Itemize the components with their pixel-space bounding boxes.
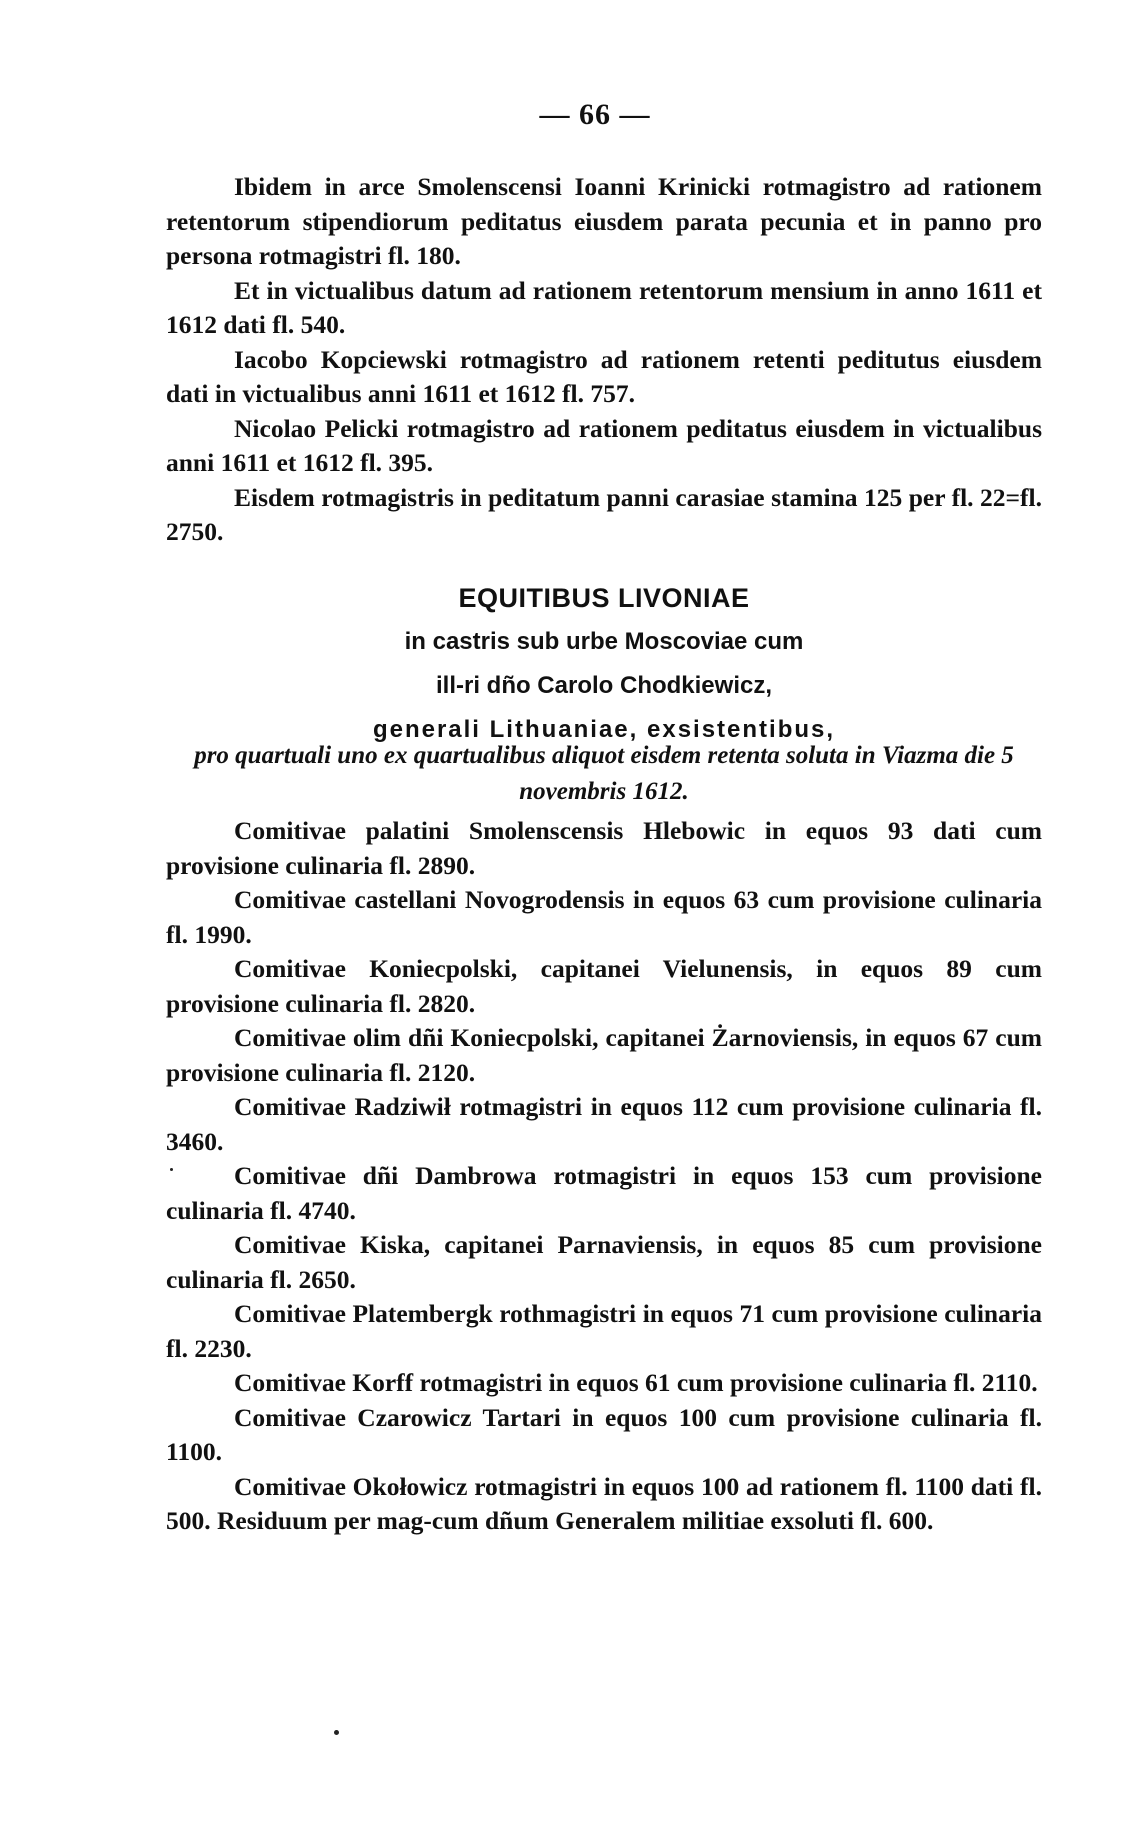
entry-paragraph: Comitivae dñi Dambrowa rotmagistri in equos 153 cum provisione culinaria fl. 4740. [166,1161,1042,1225]
entry-paragraph: Iacobo Kopciewski rotmagistro ad rationem retenti peditutus eiusdem dati in victualibus anni 1611 et 1612 fl. 757. [166,344,1042,408]
entry-paragraph: Ibidem in arce Smolenscensi Ioanni Krinicki rotmagistro ad rationem retentorum stipendiorum peditatus eiusdem parata pecunia et in panno pro persona rotmagistri fl. 180. [166,172,1042,270]
heading-line-3: ill-ri dño Carolo Chodkiewicz, [435,672,773,699]
heading-title: EQUITIBUS LIVONIAE [458,583,750,613]
heading-line-2: in castris sub urbe Moscoviae cum [404,628,804,655]
entry-paragraph: Comitivae Kiska, capitanei Parnaviensis, in equos 85 cum provisione culinaria fl. 2650. [166,1230,1042,1294]
entry-paragraph: Comitivae Korff rotmagistri in equos 61 cum provisione culinaria fl. 2110. [234,1368,1038,1397]
heading-line-4: generali Lithuaniae, exsistentibus, [372,716,836,743]
entry-paragraph: Comitivae olim dñi Koniecpolski, capitanei Żarnoviensis, in equos 67 cum provisione culinaria fl. 2120. [166,1023,1042,1087]
comitivae-entries [166,814,1042,1539]
entry-paragraph: Comitivae Platembergk rothmagistri in equos 71 cum provisione culinaria fl. 2230. [166,1299,1042,1363]
entry-paragraph: Comitivae Okołowicz rotmagistri in equos 100 ad rationem fl. 1100 dati fl. 500. Residuum per mag-cum dñum Generalem militiae exsoluti fl. 600. [166,1471,1042,1535]
ink-speck [170,1168,173,1171]
ink-speck [334,1730,339,1735]
page-number: — 66 — [539,98,651,131]
entry-paragraph: Comitivae Radziwił rotmagistri in equos 112 cum provisione culinaria fl. 3460. [166,1092,1042,1156]
top-entries [166,170,1042,550]
entry-paragraph: Eisdem rotmagistris in peditatum panni carasiae stamina 125 per fl. 22=fl. 2750. [166,482,1042,546]
section-subtitle: pro quartuali uno ex quartualibus aliquot eisdem retenta soluta in Viazma die 5 novembris 1612. [194,742,1014,805]
entry-paragraph: Comitivae Czarowicz Tartari in equos 100 cum provisione culinaria fl. 1100. [166,1402,1042,1466]
section-heading [166,576,1042,752]
entry-paragraph: Comitivae castellani Novogrodensis in equos 63 cum provisione culinaria fl. 1990. [166,885,1042,949]
entry-paragraph: Comitivae Koniecpolski, capitanei Vielunensis, in equos 89 cum provisione culinaria fl. 2820. [166,954,1042,1018]
entry-paragraph: Et in victualibus datum ad rationem retentorum mensium in anno 1611 et 1612 dati fl. 540. [166,275,1042,339]
entry-paragraph: Comitivae palatini Smolenscensis Hlebowic in equos 93 dati cum provisione culinaria fl. 2890. [166,816,1042,880]
entry-paragraph: Nicolao Pelicki rotmagistro ad rationem peditatus eiusdem in victualibus anni 1611 et 1612 fl. 395. [166,413,1042,477]
